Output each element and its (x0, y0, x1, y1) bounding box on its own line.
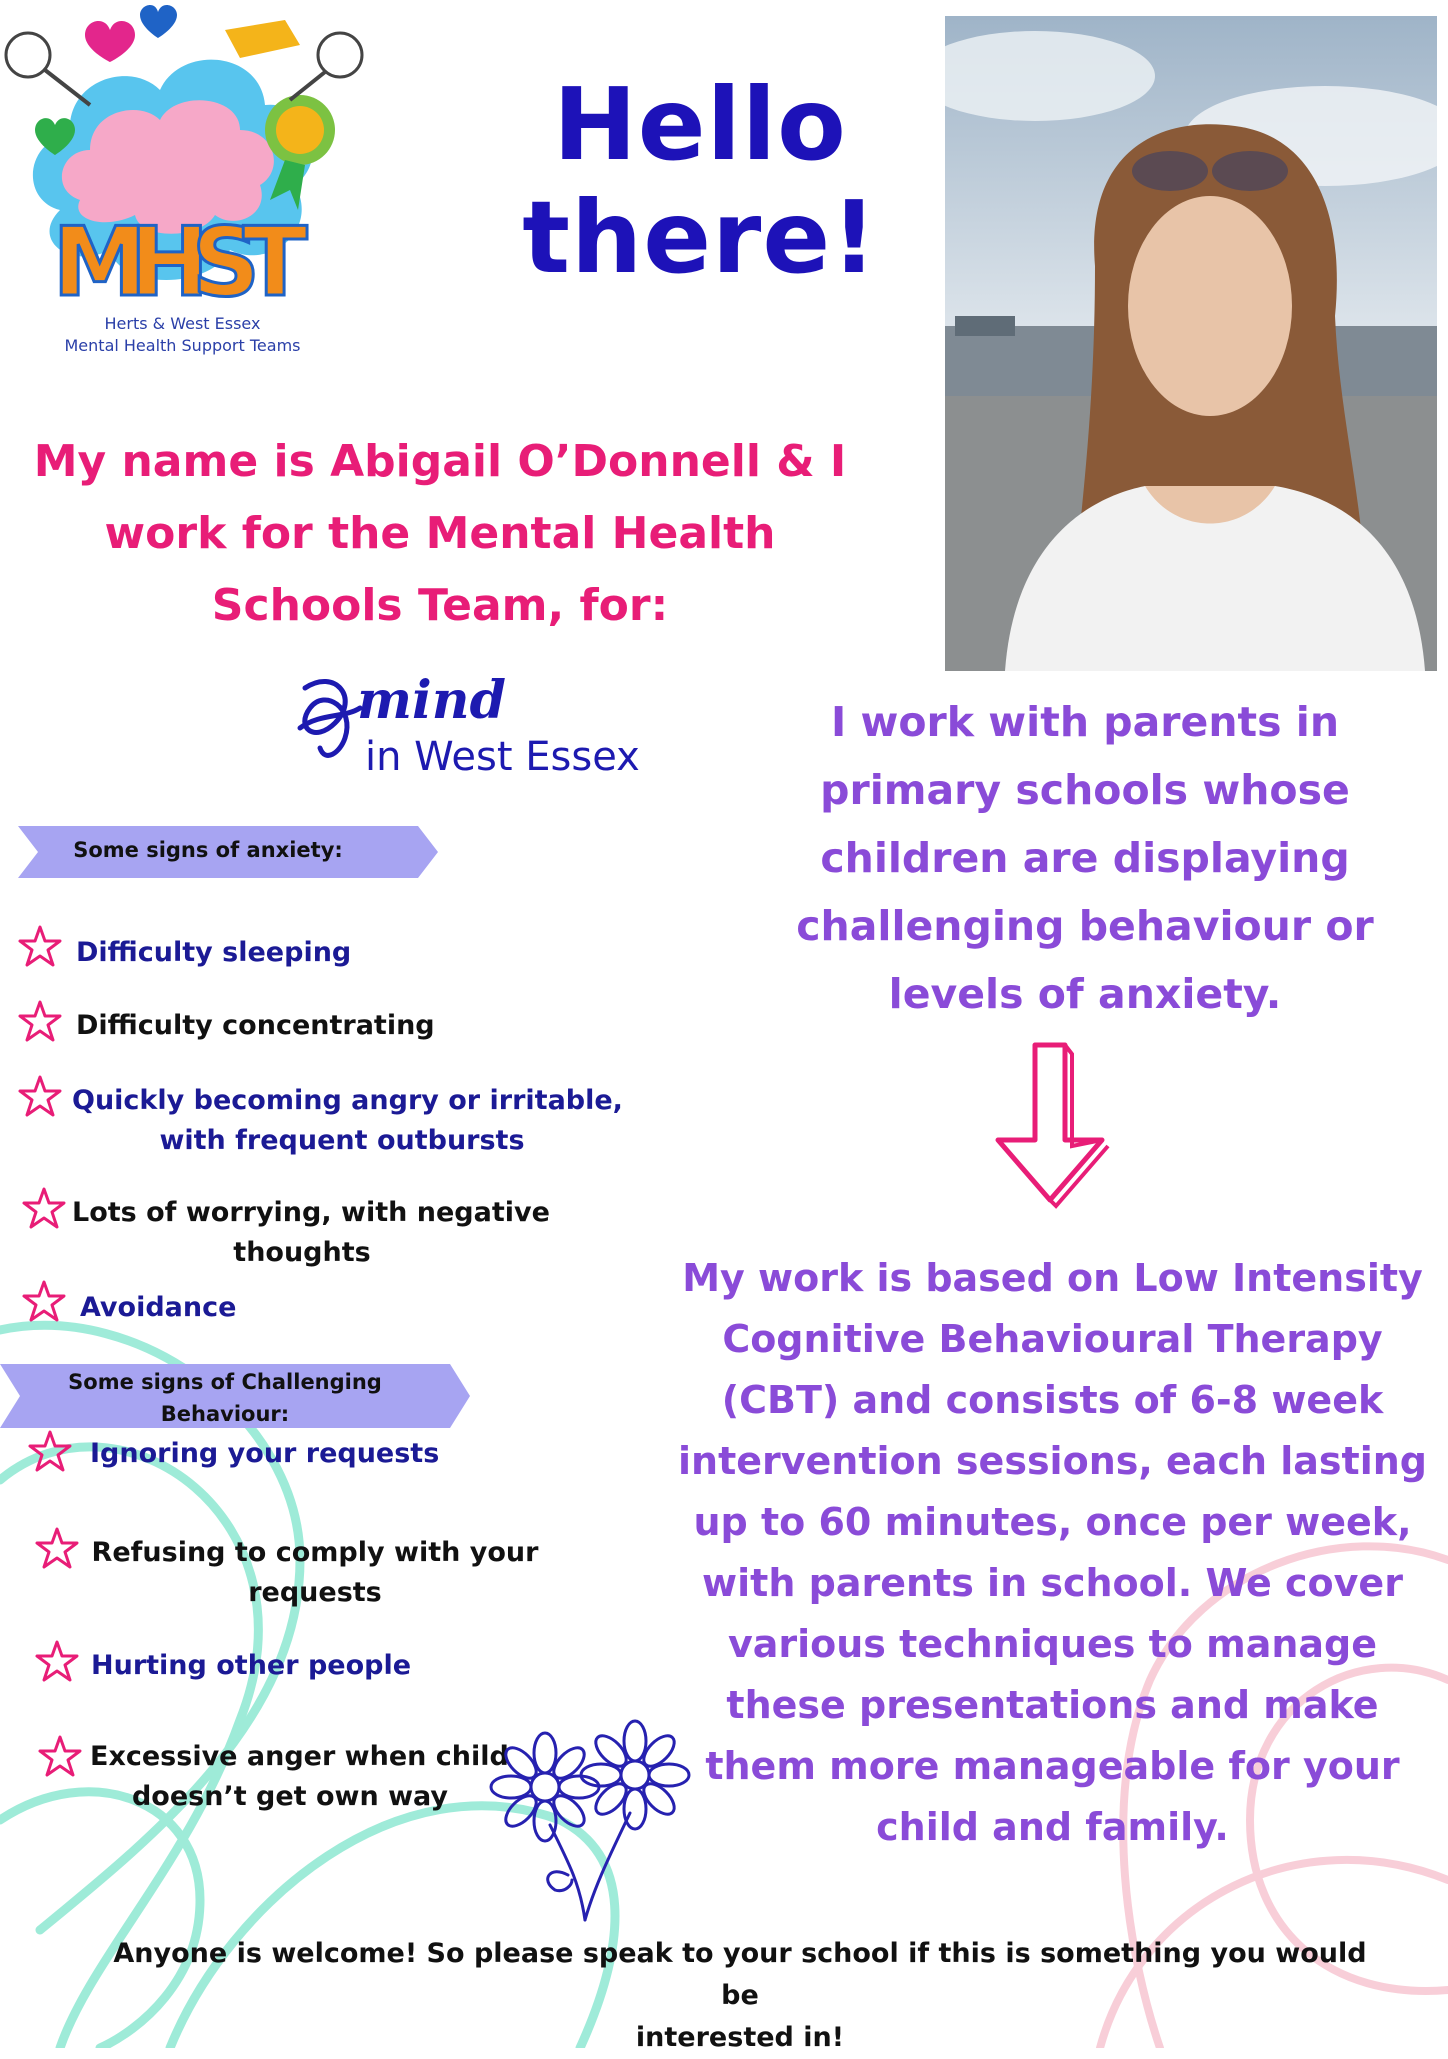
behaviour-item-line1: Refusing to comply with your (91, 1537, 539, 1568)
anxiety-item-text (72, 1193, 550, 1273)
behaviour-item (38, 1735, 538, 1825)
role-line4: challenging behaviour or (796, 902, 1374, 950)
star-icon (35, 1640, 79, 1684)
behaviour-heading-line1: Some signs of Challenging (68, 1370, 382, 1394)
star-icon (28, 1430, 72, 1474)
approach-line8: these presentations and make (726, 1683, 1379, 1727)
anxiety-item (22, 1187, 582, 1277)
anxiety-item-line2: with frequent outbursts (159, 1125, 525, 1156)
intro-line1: My name is Abigail O’Donnell & I (33, 436, 847, 487)
flowers-icon (480, 1715, 700, 1925)
mind-west-essex-logo (285, 668, 665, 798)
behaviour-item-text (90, 1533, 540, 1613)
behaviour-heading-line2: Behaviour: (160, 1402, 290, 1426)
role-description (770, 688, 1400, 1028)
role-line3: children are displaying (820, 834, 1350, 882)
approach-line3: (CBT) and consists of 6-8 week (721, 1378, 1384, 1422)
anxiety-item-text: Difficulty concentrating (76, 1010, 435, 1041)
behaviour-item-line2: doesn’t get own way (131, 1781, 449, 1812)
approach-line1: My work is based on Low Intensity (682, 1256, 1423, 1300)
intro-line2: work for the Mental Health (104, 508, 776, 559)
mind-location: in West Essex (365, 734, 640, 780)
profile-photo (945, 16, 1437, 671)
approach-line2: Cognitive Behavioural Therapy (722, 1317, 1383, 1361)
behaviour-item-text (90, 1737, 509, 1817)
behaviour-item-text: Hurting other people (91, 1650, 412, 1681)
mhst-logo-text: MHST (52, 208, 308, 318)
anxiety-item-line2: thoughts (233, 1237, 371, 1268)
star-icon (18, 925, 62, 969)
greeting-line2: there! (522, 179, 878, 296)
anxiety-item-line1: Quickly becoming angry or irritable, (72, 1085, 623, 1116)
logo-caption-line2: Mental Health Support Teams (64, 336, 301, 355)
approach-line4: intervention sessions, each lasting (678, 1439, 1427, 1483)
behaviour-item (35, 1527, 595, 1617)
behaviour-heading-ribbon (0, 1362, 470, 1430)
mind-word: mind (357, 670, 506, 731)
behaviour-item (28, 1430, 588, 1474)
footer-line1: Anyone is welcome! So please speak to your school if this is something you would be (113, 1938, 1367, 2011)
behaviour-heading (0, 1366, 460, 1430)
behaviour-item (35, 1640, 595, 1684)
anxiety-item-line1: Lots of worrying, with negative (72, 1197, 550, 1228)
anxiety-item-text (72, 1081, 623, 1161)
behaviour-item-text: Ignoring your requests (90, 1438, 440, 1469)
role-line5: levels of anxiety. (888, 970, 1282, 1018)
star-icon (35, 1527, 79, 1571)
greeting-line1: Hello (553, 66, 847, 183)
anxiety-item (18, 1075, 623, 1165)
anxiety-item (22, 1280, 582, 1324)
star-icon (18, 1000, 62, 1044)
logo-caption-line1: Herts & West Essex (104, 314, 261, 333)
star-icon (38, 1735, 82, 1779)
behaviour-item-line2: requests (248, 1577, 382, 1608)
star-icon (18, 1075, 62, 1119)
anxiety-heading: Some signs of anxiety: (73, 838, 343, 862)
intro-line3: Schools Team, for: (211, 580, 669, 631)
anxiety-item (18, 1000, 578, 1044)
approach-line6: with parents in school. We cover (702, 1561, 1403, 1605)
approach-line5: up to 60 minutes, once per week, (693, 1500, 1412, 1544)
anxiety-item (18, 925, 578, 969)
approach-line9: them more manageable for your (705, 1744, 1400, 1788)
star-icon (22, 1280, 66, 1324)
down-arrow-icon (990, 1040, 1110, 1210)
approach-line10: child and family. (876, 1805, 1229, 1849)
anxiety-item-text: Difficulty sleeping (76, 937, 352, 968)
anxiety-heading-ribbon (18, 822, 438, 882)
role-line2: primary schools whose (820, 766, 1350, 814)
behaviour-item-line1: Excessive anger when child (90, 1741, 509, 1772)
footer-line2: interested in! (635, 2022, 845, 2053)
footer-message (90, 1933, 1390, 2059)
approach-line7: various techniques to manage (727, 1622, 1378, 1666)
anxiety-item-text: Avoidance (80, 1292, 237, 1323)
role-line1: I work with parents in (830, 698, 1340, 746)
approach-description (665, 1248, 1440, 1858)
star-icon (22, 1187, 66, 1231)
